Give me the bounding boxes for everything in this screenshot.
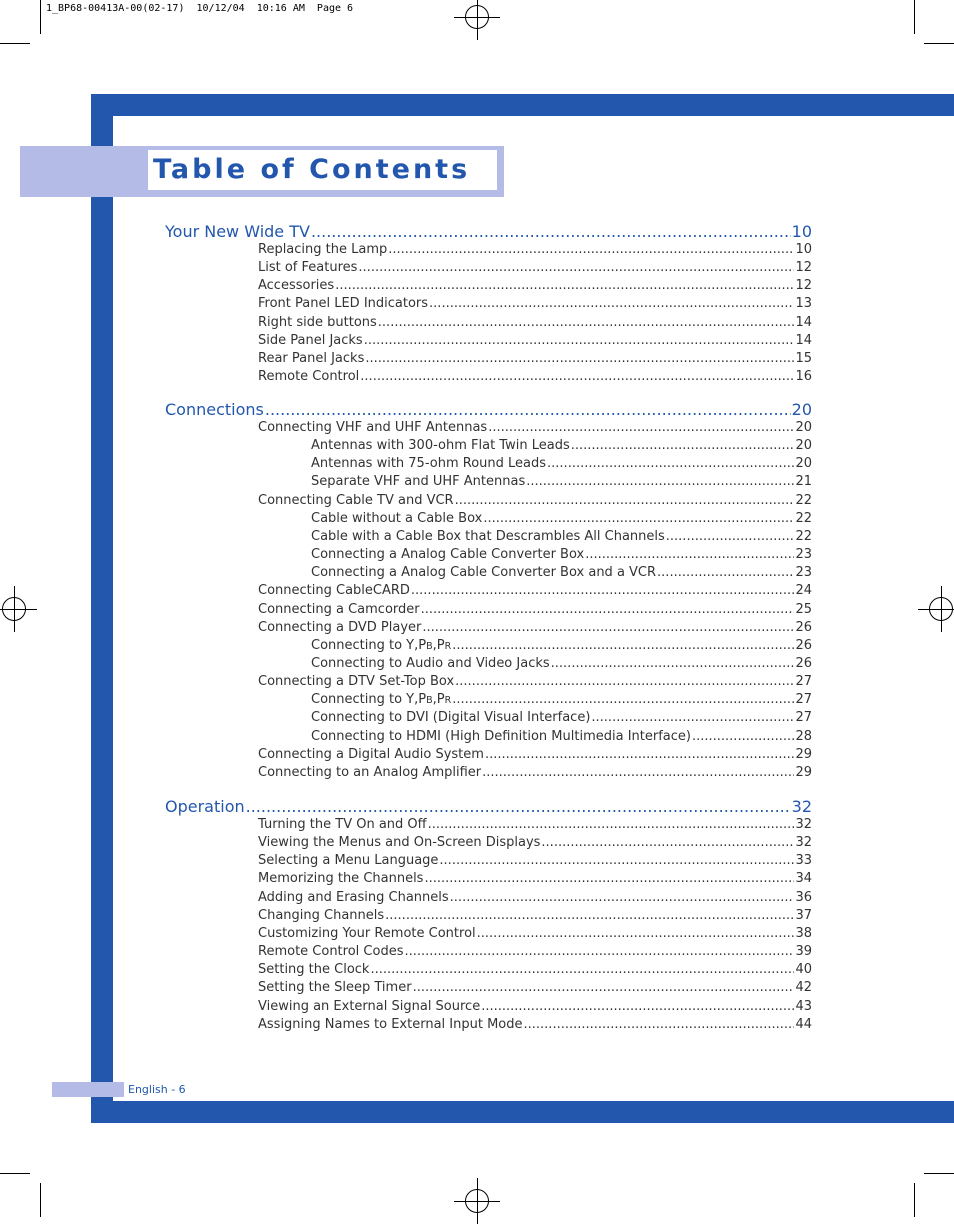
left-band xyxy=(91,94,113,1123)
toc-entry-label: Connecting to Y,PB,PR xyxy=(311,637,452,653)
toc-entry-label: Replacing the Lamp xyxy=(258,242,388,257)
toc-entry-page: 22 xyxy=(795,492,812,508)
toc-section[interactable] xyxy=(165,222,812,242)
toc-entry-label: Setting the Clock xyxy=(258,962,370,978)
toc-entry-page: 34 xyxy=(795,871,812,887)
dot-leader xyxy=(378,315,795,330)
toc-entry-label: Connecting a Analog Cable Converter Box and a VCR xyxy=(311,565,657,581)
toc-entry[interactable] xyxy=(258,278,812,295)
toc-entry-label: Connecting to Y,PB,PR xyxy=(311,692,452,708)
toc-entry-label: Connecting CableCARD xyxy=(258,583,410,599)
toc-entry-page: 43 xyxy=(795,998,812,1014)
toc-entry-page: 38 xyxy=(795,925,812,941)
dot-leader xyxy=(481,999,794,1014)
dot-leader xyxy=(526,474,794,489)
dot-leader xyxy=(360,369,794,384)
dot-leader xyxy=(485,747,795,762)
toc-entry-page: 21 xyxy=(795,474,812,490)
toc-entry-label: Connecting to DVI (Digital Visual Interface) xyxy=(311,710,591,726)
toc-entry-label: Accessories xyxy=(258,278,335,294)
dot-leader xyxy=(571,438,795,453)
toc-entry-label: Adding and Erasing Channels xyxy=(258,889,449,905)
toc-entry-label: Rear Panel Jacks xyxy=(258,350,365,366)
dot-leader xyxy=(547,456,794,471)
toc-entry[interactable] xyxy=(311,729,812,746)
toc-entry-label: Remote Control xyxy=(258,369,360,385)
toc-entry[interactable] xyxy=(258,962,812,979)
dot-leader xyxy=(477,926,795,941)
toc-entry[interactable] xyxy=(258,999,812,1016)
toc-entry-label: Remote Control Codes xyxy=(258,944,404,960)
toc-entry-label: Cable with a Cable Box that Descrambles All Channels xyxy=(311,528,665,544)
toc-entry[interactable] xyxy=(258,420,812,437)
toc-entry-label: Antennas with 300-ohm Flat Twin Leads xyxy=(311,438,570,454)
toc-entry-label: Separate VHF and UHF Antennas xyxy=(311,474,526,490)
toc-entry-page: 26 xyxy=(795,655,812,671)
dot-leader xyxy=(585,547,794,562)
toc-entry[interactable] xyxy=(258,853,812,870)
toc-entry[interactable] xyxy=(258,980,812,997)
dot-leader xyxy=(541,835,794,850)
toc-entry-label: Connecting a Analog Cable Converter Box xyxy=(311,547,585,563)
toc-entry-label: Connecting Cable TV and VCR xyxy=(258,492,454,508)
registration-mark-icon xyxy=(929,597,953,621)
dot-leader xyxy=(657,565,794,580)
toc-section-page: 20 xyxy=(791,400,812,419)
crop-mark xyxy=(40,0,41,34)
dot-leader xyxy=(666,529,795,544)
dot-leader xyxy=(421,602,795,617)
toc-entry-label: Connecting to HDMI (High Definition Multimedia Interface) xyxy=(311,728,691,744)
dot-leader xyxy=(265,400,791,419)
toc-section[interactable] xyxy=(165,400,812,420)
toc-section-page: 10 xyxy=(791,222,812,241)
crop-mark xyxy=(924,43,954,44)
toc-entry-page: 39 xyxy=(795,944,812,960)
dot-leader xyxy=(429,296,794,311)
toc-entry-label: Connecting VHF and UHF Antennas xyxy=(258,420,488,435)
toc-entry-page: 42 xyxy=(795,980,812,996)
toc-entry-label: Memorizing the Channels xyxy=(258,871,424,887)
dot-leader xyxy=(424,871,794,886)
toc-entry-page: 33 xyxy=(795,853,812,869)
page-footer: English - 6 xyxy=(128,1083,186,1096)
toc-entry[interactable] xyxy=(311,638,812,655)
toc-entry-label: Viewing an External Signal Source xyxy=(258,998,481,1014)
toc-entry[interactable] xyxy=(258,315,812,332)
toc-entry-page: 15 xyxy=(795,350,812,366)
toc-entry-page: 20 xyxy=(795,420,812,435)
dot-leader xyxy=(428,817,795,832)
dot-leader xyxy=(311,222,791,241)
dot-leader xyxy=(439,853,794,868)
crop-mark xyxy=(924,1173,954,1174)
toc-entry-page: 36 xyxy=(795,889,812,905)
toc-entry-page: 27 xyxy=(795,674,812,690)
toc-entry[interactable] xyxy=(258,747,812,764)
dot-leader xyxy=(246,797,791,816)
toc-entry-page: 29 xyxy=(795,746,812,762)
registration-mark-icon xyxy=(465,5,489,29)
toc-entry-page: 14 xyxy=(795,332,812,348)
toc-entry-page: 29 xyxy=(795,764,812,780)
toc-entry[interactable] xyxy=(258,351,812,368)
toc-entry-page: 25 xyxy=(795,601,812,617)
toc-entry[interactable] xyxy=(258,1017,812,1034)
toc-entry-label: Connecting a DTV Set-Top Box xyxy=(258,674,455,690)
dot-leader xyxy=(524,1017,795,1032)
toc-entry-page: 14 xyxy=(795,314,812,330)
toc-entry[interactable] xyxy=(311,474,812,491)
dot-leader xyxy=(450,890,795,905)
toc-entry-label: List of Features xyxy=(258,260,358,276)
toc-entry-label: Connecting a Digital Audio System xyxy=(258,746,484,762)
toc-entry-label: Connecting to Audio and Video Jacks xyxy=(311,655,550,671)
dot-leader xyxy=(370,962,794,977)
toc-entry[interactable] xyxy=(258,817,812,834)
toc-entry[interactable] xyxy=(311,511,812,528)
page-title: Table of Contents xyxy=(153,154,471,185)
crop-mark xyxy=(0,43,30,44)
toc-entry-page: 26 xyxy=(795,619,812,635)
toc-entry-label: Right side buttons xyxy=(258,314,377,330)
toc-entry-page: 27 xyxy=(795,692,812,708)
toc-entry-page: 23 xyxy=(795,565,812,581)
toc-entry[interactable] xyxy=(258,835,812,852)
footer-tab xyxy=(52,1082,124,1097)
toc-entry-page: 32 xyxy=(795,835,812,851)
toc-entry[interactable] xyxy=(258,369,812,386)
crop-mark xyxy=(914,0,915,34)
dot-leader xyxy=(365,351,794,366)
toc-entry-page: 13 xyxy=(795,296,812,312)
toc-entry[interactable] xyxy=(258,260,812,277)
toc-entry-label: Connecting to an Analog Amplifier xyxy=(258,764,482,780)
crop-mark xyxy=(914,1183,915,1217)
dot-leader xyxy=(388,242,794,257)
toc-entry[interactable] xyxy=(311,656,812,673)
dot-leader xyxy=(483,511,794,526)
toc-entry-page: 32 xyxy=(795,817,812,832)
toc-entry-page: 28 xyxy=(795,728,812,744)
toc-section[interactable] xyxy=(165,797,812,817)
dot-leader xyxy=(385,908,794,923)
toc-entry-label: Cable without a Cable Box xyxy=(311,510,483,526)
toc-entry-label: Selecting a Menu Language xyxy=(258,853,439,869)
toc-entry[interactable] xyxy=(258,620,812,637)
toc-entry[interactable] xyxy=(258,242,812,259)
dot-leader xyxy=(413,980,795,995)
top-band xyxy=(91,94,954,116)
toc-entry[interactable] xyxy=(311,547,812,564)
toc-entry[interactable] xyxy=(311,456,812,473)
registration-mark-icon xyxy=(2,597,26,621)
toc-entry-page: 10 xyxy=(795,242,812,257)
dot-leader xyxy=(404,944,794,959)
dot-leader xyxy=(488,420,794,435)
toc-entry-label: Changing Channels xyxy=(258,907,385,923)
toc-entry-label: Viewing the Menus and On-Screen Displays xyxy=(258,835,541,851)
toc-entry-page: 40 xyxy=(795,962,812,978)
toc-entry[interactable] xyxy=(311,565,812,582)
toc-entry[interactable] xyxy=(258,333,812,350)
toc-entry[interactable] xyxy=(311,710,812,727)
toc-entry[interactable] xyxy=(311,438,812,455)
toc-entry[interactable] xyxy=(258,602,812,619)
toc-entry[interactable] xyxy=(258,493,812,510)
print-slug: 1_BP68-00413A-00(02-17) 10/12/04 10:16 AM Page 6 xyxy=(46,3,354,14)
toc-entry[interactable] xyxy=(258,674,812,691)
dot-leader xyxy=(335,278,794,293)
toc-entry-page: 23 xyxy=(795,547,812,563)
toc-entry[interactable] xyxy=(311,529,812,546)
toc-entry[interactable] xyxy=(258,908,812,925)
toc-entry-label: Customizing Your Remote Control xyxy=(258,925,476,941)
toc-entry[interactable] xyxy=(258,890,812,907)
toc-entry-label: Antennas with 75-ohm Round Leads xyxy=(311,456,547,472)
toc-entry-page: 22 xyxy=(795,510,812,526)
dot-leader xyxy=(692,729,794,744)
toc-entry-page: 16 xyxy=(795,369,812,385)
toc-entry-page: 26 xyxy=(795,637,812,653)
toc-entry[interactable] xyxy=(258,583,812,600)
dot-leader xyxy=(455,674,794,689)
toc-entry-label: Side Panel Jacks xyxy=(258,332,363,348)
dot-leader xyxy=(364,333,795,348)
toc-entry-page: 20 xyxy=(795,456,812,472)
dot-leader xyxy=(422,620,794,635)
toc-entry[interactable] xyxy=(258,926,812,943)
toc-entry-label: Front Panel LED Indicators xyxy=(258,296,429,312)
toc-entry[interactable] xyxy=(258,296,812,313)
toc-entry-page: 20 xyxy=(795,438,812,454)
toc-entry-page: 12 xyxy=(795,260,812,276)
toc-entry-label: Assigning Names to External Input Mode xyxy=(258,1016,523,1032)
toc-entry-label: Setting the Sleep Timer xyxy=(258,980,412,996)
dot-leader xyxy=(452,638,794,653)
registration-mark-icon xyxy=(465,1189,489,1213)
toc-section-label: Operation xyxy=(165,797,245,816)
dot-leader xyxy=(482,765,794,780)
dot-leader xyxy=(455,493,795,508)
crop-mark xyxy=(40,1183,41,1217)
toc-entry-page: 24 xyxy=(795,583,812,599)
dot-leader xyxy=(358,260,794,275)
toc-entry[interactable] xyxy=(311,692,812,709)
toc-entry[interactable] xyxy=(258,765,812,782)
toc-entry[interactable] xyxy=(258,944,812,961)
toc-entry-page: 37 xyxy=(795,907,812,923)
toc-section-label: Your New Wide TV xyxy=(165,222,310,241)
toc-entry-label: Connecting a Camcorder xyxy=(258,601,420,617)
bottom-band xyxy=(91,1101,954,1123)
crop-mark xyxy=(0,1173,30,1174)
toc-entry-page: 27 xyxy=(795,710,812,726)
dot-leader xyxy=(551,656,795,671)
toc-entry-page: 12 xyxy=(795,278,812,294)
toc-section-page: 32 xyxy=(791,797,812,816)
dot-leader xyxy=(452,692,794,707)
toc-section-label: Connections xyxy=(165,400,264,419)
toc-entry-label: Turning the TV On and Off xyxy=(258,817,427,832)
toc-entry-page: 22 xyxy=(795,528,812,544)
toc-entry-page: 44 xyxy=(795,1016,812,1032)
toc-entry-label: Connecting a DVD Player xyxy=(258,619,422,635)
toc-entry[interactable] xyxy=(258,871,812,888)
dot-leader xyxy=(591,710,794,725)
dot-leader xyxy=(411,583,795,598)
